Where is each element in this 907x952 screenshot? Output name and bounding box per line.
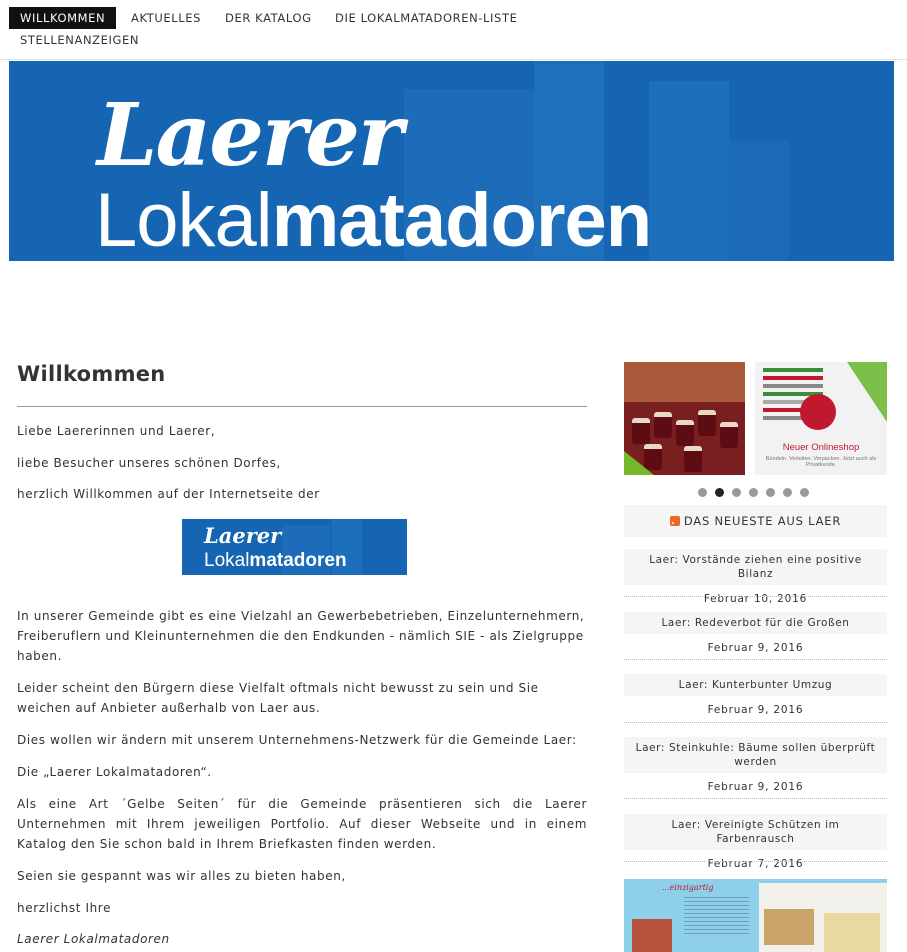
news-heading-label[interactable]: DAS NEUESTE AUS LAER xyxy=(683,514,842,528)
news-divider xyxy=(624,861,887,862)
news-item-date: Februar 10, 2016 xyxy=(703,593,808,605)
logo-wordmark xyxy=(204,549,347,573)
news-divider xyxy=(624,659,887,660)
paragraph-description: Als eine Art ´Gelbe Seiten´ für die Gemeinde präsentieren sich die Laerer Unternehmen mit Ihrem jeweiligen Portfolio. Auf dieser Webseite und in einem Katalog den Sie schon bald in Ihrem Briefkasten finden werden. xyxy=(17,797,587,851)
news-divider xyxy=(624,722,887,723)
jar-shape xyxy=(676,420,694,446)
paragraph-greeting: Liebe Laererinnen und Laerer, xyxy=(17,424,216,438)
news-item xyxy=(624,674,887,717)
jar-shape xyxy=(684,446,702,472)
main-navigation xyxy=(0,0,907,60)
ribbon-shape xyxy=(763,384,823,388)
news-item-date: Februar 7, 2016 xyxy=(707,858,804,870)
banner-background-shape xyxy=(729,141,789,261)
slider-dot[interactable] xyxy=(749,488,758,497)
slide-subcaption: Bündeln. Verteilen. Verpacken. Jetzt auch als Privatkunde. xyxy=(765,456,877,468)
banner-logo-light: Lokal xyxy=(95,178,272,261)
slider-dot[interactable] xyxy=(698,488,707,497)
promo-photo xyxy=(632,919,672,952)
slider-dot[interactable] xyxy=(783,488,792,497)
paragraph-teaser: Seien sie gespannt was wir alles zu bieten haben, xyxy=(17,869,346,883)
news-item-date: Februar 9, 2016 xyxy=(707,781,804,793)
jar-shape xyxy=(654,412,672,438)
banner-logo-script: Laerer xyxy=(97,85,402,186)
rss-icon[interactable] xyxy=(670,516,680,526)
news-item-title[interactable]: Laer: Vereinigte Schützen im Farbenrausch xyxy=(624,814,887,850)
news-item-title[interactable]: Laer: Kunterbunter Umzug xyxy=(624,674,887,696)
slider-dot[interactable] xyxy=(766,488,775,497)
paragraph-closing: herzlichst Ihre xyxy=(17,901,112,915)
paragraph-problem: Leider scheint den Bürgern diese Vielfalt oftmals nicht bewusst zu sein und Sie weichen auf Anbieter außerhalb von Laer aus. xyxy=(17,681,539,715)
news-divider xyxy=(624,798,887,799)
paragraph-welcome: herzlich Willkommen auf der Internetseite der xyxy=(17,487,320,501)
paragraph-intro: In unserer Gemeinde gibt es eine Vielzahl an Gewerbebetrieben, Einzelunternehmern, Freiberuflern und Kleinunternehmen die den Endkunden - nämlich SIE - als Zielgruppe haben. xyxy=(17,609,585,663)
promo-headline: ...einzigartig xyxy=(662,883,714,892)
slider-dot[interactable] xyxy=(800,488,809,497)
slide-green-corner xyxy=(624,451,654,475)
news-item xyxy=(624,737,887,794)
logo-script: Laerer xyxy=(204,523,282,548)
nav-item-willkommen[interactable]: WILLKOMMEN xyxy=(9,7,116,29)
paragraph-signature: Laerer Lokalmatadoren xyxy=(17,932,170,946)
catalog-promo-image[interactable] xyxy=(624,879,887,952)
paragraph-visitors: liebe Besucher unseres schönen Dorfes, xyxy=(17,456,281,470)
news-item-title[interactable]: Laer: Vorstände ziehen eine positive Bilanz xyxy=(624,549,887,585)
page-title: Willkommen xyxy=(17,362,166,386)
title-divider xyxy=(17,406,587,407)
banner-logo-bold: matadoren xyxy=(271,178,652,261)
ribbon-shape xyxy=(763,368,823,372)
slide-shelf xyxy=(624,362,745,402)
news-widget-heading xyxy=(624,505,887,537)
nav-item-stellenanzeigen[interactable]: STELLENANZEIGEN xyxy=(20,33,140,47)
slider-image-jam-jars[interactable] xyxy=(624,362,745,475)
ribbon-shape xyxy=(763,376,823,380)
nav-item-lokalmatadoren-liste[interactable]: DIE LOKALMATADOREN-LISTE xyxy=(335,11,518,25)
news-item xyxy=(624,549,887,606)
paragraph-name: Die „Laerer Lokalmatadoren“. xyxy=(17,765,212,779)
slider-dot-active[interactable] xyxy=(715,488,724,497)
nav-item-aktuelles[interactable]: AKTUELLES xyxy=(131,11,202,25)
jar-shape xyxy=(720,422,738,448)
news-item-title[interactable]: Laer: Steinkuhle: Bäume sollen überprüft werden xyxy=(624,737,887,773)
promo-photo xyxy=(764,909,814,945)
logo-light: Lokal xyxy=(204,550,250,571)
news-divider xyxy=(624,596,887,597)
logo-bold: matadoren xyxy=(249,550,347,571)
news-item-date: Februar 9, 2016 xyxy=(707,704,804,716)
news-item xyxy=(624,814,887,871)
slider-image-onlineshop[interactable] xyxy=(755,362,887,475)
news-item xyxy=(624,612,887,655)
lokalmatadoren-logo xyxy=(182,519,407,575)
wax-seal-shape xyxy=(800,394,836,430)
header-banner[interactable] xyxy=(9,61,894,261)
banner-logo-wordmark xyxy=(95,178,652,261)
jar-shape xyxy=(698,410,716,436)
promo-text-lines xyxy=(684,897,749,937)
news-item-title[interactable]: Laer: Redeverbot für die Großen xyxy=(624,612,887,634)
jar-shape xyxy=(632,418,650,444)
promo-photo xyxy=(824,913,880,952)
slider-dot[interactable] xyxy=(732,488,741,497)
slide-green-corner xyxy=(847,362,887,422)
nav-item-der-katalog[interactable]: DER KATALOG xyxy=(225,11,312,25)
slide-caption: Neuer Onlineshop xyxy=(782,442,860,453)
news-item-date: Februar 9, 2016 xyxy=(707,642,804,654)
banner-background-shape xyxy=(649,81,729,261)
paragraph-goal: Dies wollen wir ändern mit unserem Unternehmens-Netzwerk für die Gemeinde Laer: xyxy=(17,733,577,747)
